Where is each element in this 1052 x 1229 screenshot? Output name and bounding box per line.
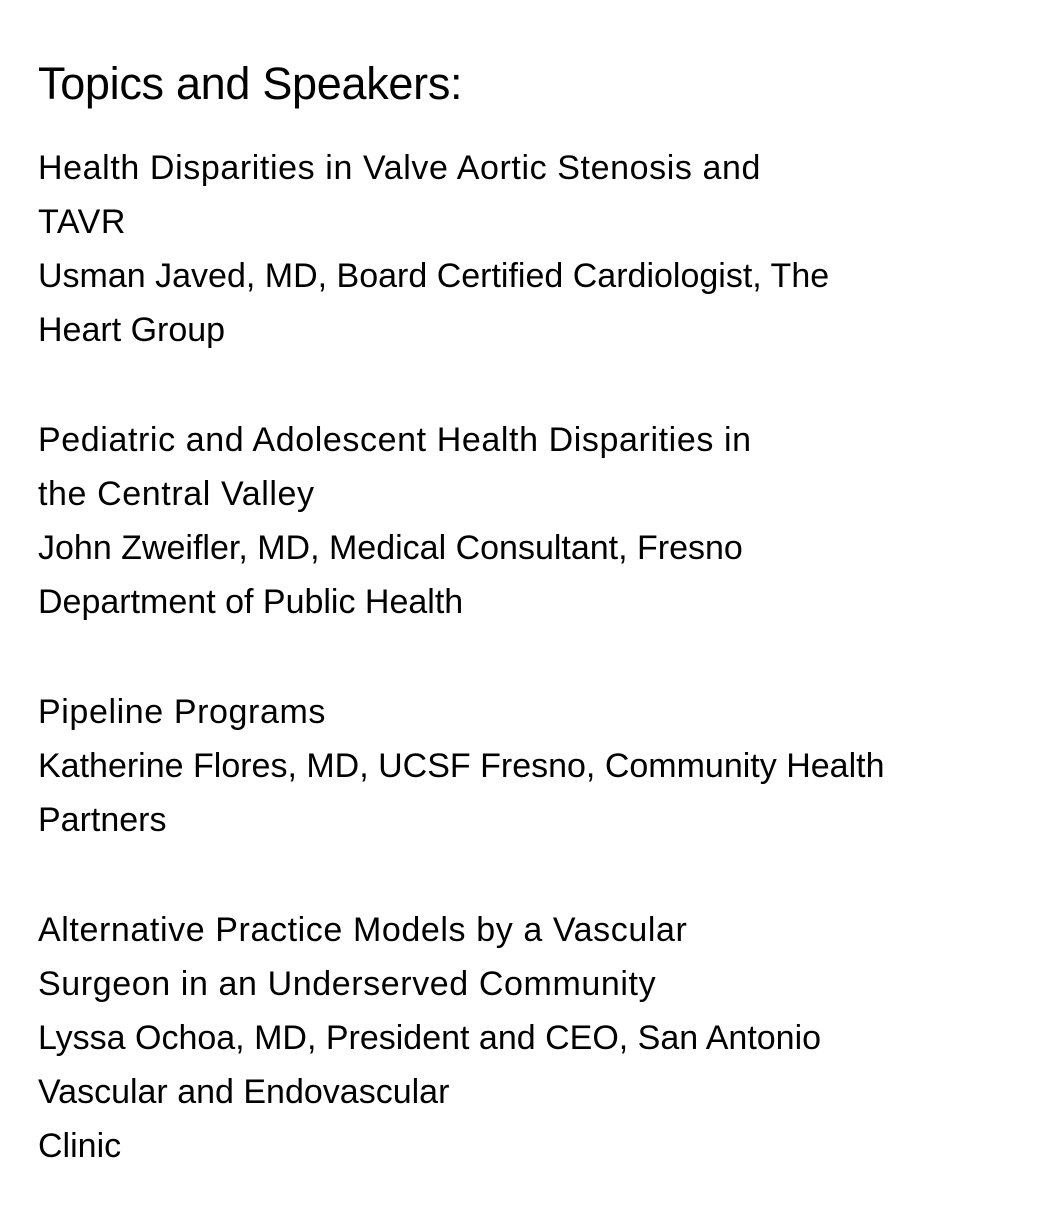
- speaker-line: Heart Group: [38, 311, 226, 349]
- speaker-info: [38, 521, 1028, 629]
- topic-title: [38, 903, 1028, 1011]
- topic-title: [38, 413, 1028, 521]
- speaker-line: Partners: [38, 801, 167, 839]
- speaker-line: Clinic: [38, 1127, 122, 1165]
- topic-title-line: the Central Valley: [38, 475, 315, 513]
- speaker-line: Katherine Flores, MD, UCSF Fresno, Community Health: [38, 747, 885, 785]
- topic-item: [38, 413, 1028, 629]
- topic-item: [38, 903, 1028, 1173]
- topic-title-line: TAVR: [38, 203, 127, 241]
- topic-item: [38, 685, 1028, 847]
- topic-title-line: Pediatric and Adolescent Health Disparities in: [38, 421, 752, 459]
- document-page: [38, 58, 1028, 1229]
- topic-title-line: Pipeline Programs: [38, 693, 326, 731]
- topic-title: [38, 141, 1028, 249]
- speaker-line: Lyssa Ochoa, MD, President and CEO, San Antonio: [38, 1019, 822, 1057]
- speaker-line: Usman Javed, MD, Board Certified Cardiologist, The: [38, 257, 830, 295]
- speaker-line: John Zweifler, MD, Medical Consultant, Fresno: [38, 529, 743, 567]
- speaker-info: [38, 1011, 1028, 1173]
- topic-title-line: Health Disparities in Valve Aortic Stenosis and: [38, 149, 762, 187]
- topic-item: [38, 141, 1028, 357]
- speaker-info: [38, 249, 1028, 357]
- topic-title-line: Alternative Practice Models by a Vascular: [38, 911, 688, 949]
- speaker-line: Department of Public Health: [38, 583, 464, 621]
- page-heading: Topics and Speakers:: [38, 58, 463, 109]
- topic-title-line: Surgeon in an Underserved Community: [38, 965, 657, 1003]
- topic-title: [38, 685, 1028, 739]
- speaker-info: [38, 739, 1028, 847]
- speaker-line: Vascular and Endovascular: [38, 1073, 450, 1111]
